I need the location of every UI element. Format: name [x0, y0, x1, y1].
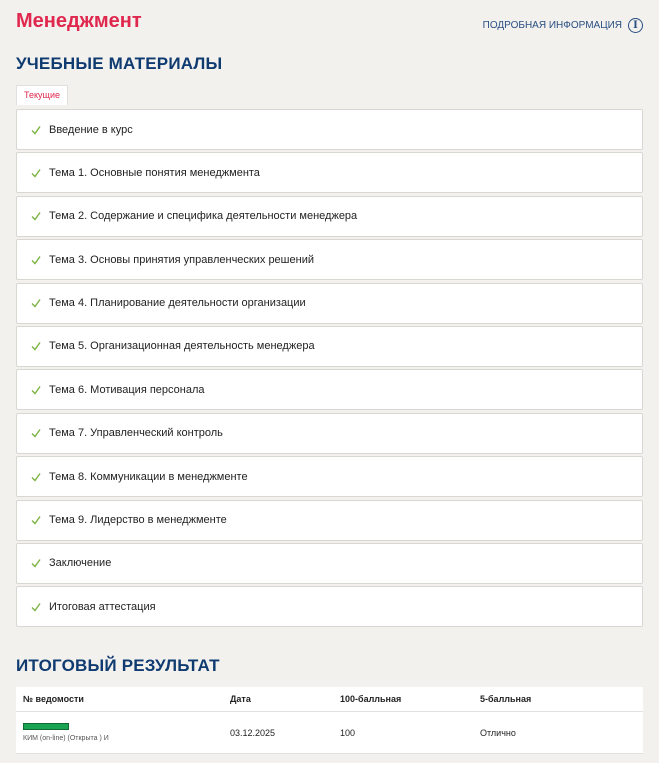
info-link[interactable]	[483, 18, 643, 33]
lesson-label: Итоговая аттестация	[49, 600, 156, 613]
lesson-label: Тема 6. Мотивация персонала	[49, 383, 205, 396]
lesson-label: Введение в курс	[49, 123, 133, 136]
lesson-item[interactable]	[16, 152, 643, 193]
check-icon	[31, 168, 41, 178]
check-icon	[31, 385, 41, 395]
lesson-label: Тема 2. Содержание и специфика деятельности менеджера	[49, 210, 358, 223]
lesson-label: Тема 1. Основные понятия менеджмента	[49, 166, 260, 179]
lesson-label: Тема 8. Коммуникации в менеджменте	[49, 470, 248, 483]
lesson-item[interactable]	[16, 369, 643, 410]
date-cell: 03.12.2025	[230, 727, 276, 738]
column-header-date: Дата	[230, 694, 251, 704]
lesson-label: Тема 9. Лидерство в менеджменте	[49, 514, 227, 527]
score100-cell: 100	[340, 727, 356, 738]
lesson-item[interactable]	[16, 326, 643, 367]
lesson-item[interactable]	[16, 543, 643, 584]
lesson-label: Тема 7. Управленческий контроль	[49, 427, 223, 440]
lesson-item[interactable]	[16, 283, 643, 324]
table-row	[16, 712, 643, 754]
info-link-label: ПОДРОБНАЯ ИНФОРМАЦИЯ	[482, 20, 622, 31]
check-icon	[31, 341, 41, 351]
check-icon	[31, 515, 41, 525]
results-header	[16, 687, 643, 712]
lesson-item[interactable]	[16, 456, 643, 497]
results-title: ИТОГОВЫЙ РЕЗУЛЬТАТ	[16, 656, 220, 675]
lesson-item[interactable]	[16, 196, 643, 237]
sheet-label[interactable]: КИМ (on-line) (Открыта ) И	[23, 735, 109, 742]
results-table	[16, 687, 643, 754]
check-icon	[31, 472, 41, 482]
lesson-item[interactable]	[16, 109, 643, 150]
info-circle-icon[interactable]: I	[628, 18, 643, 33]
lesson-label: Тема 3. Основы принятия управленческих решений	[49, 253, 314, 266]
check-icon	[31, 602, 41, 612]
tab-current[interactable]: Текущие	[16, 85, 68, 105]
check-icon	[31, 125, 41, 135]
check-icon	[31, 255, 41, 265]
course-title: Менеджмент	[16, 10, 142, 32]
lesson-item[interactable]	[16, 500, 643, 541]
lesson-item[interactable]	[16, 239, 643, 280]
check-icon	[31, 298, 41, 308]
lesson-label: Тема 5. Организационная деятельность менеджера	[49, 340, 315, 353]
check-icon	[31, 558, 41, 568]
score5-cell: Отлично	[480, 727, 516, 738]
progress-bar	[23, 723, 69, 730]
column-header-sheet: № ведомости	[23, 694, 84, 704]
column-header-score100: 100-балльная	[340, 694, 402, 704]
lesson-list	[16, 109, 643, 630]
materials-title: УЧЕБНЫЕ МАТЕРИАЛЫ	[16, 54, 223, 73]
lesson-item[interactable]	[16, 413, 643, 454]
lesson-item[interactable]	[16, 586, 643, 627]
column-header-score5: 5-балльная	[480, 694, 532, 704]
lesson-label: Тема 4. Планирование деятельности организации	[49, 297, 306, 310]
lesson-label: Заключение	[49, 557, 112, 570]
sheet-cell	[16, 723, 230, 742]
check-icon	[31, 211, 41, 221]
check-icon	[31, 428, 41, 438]
